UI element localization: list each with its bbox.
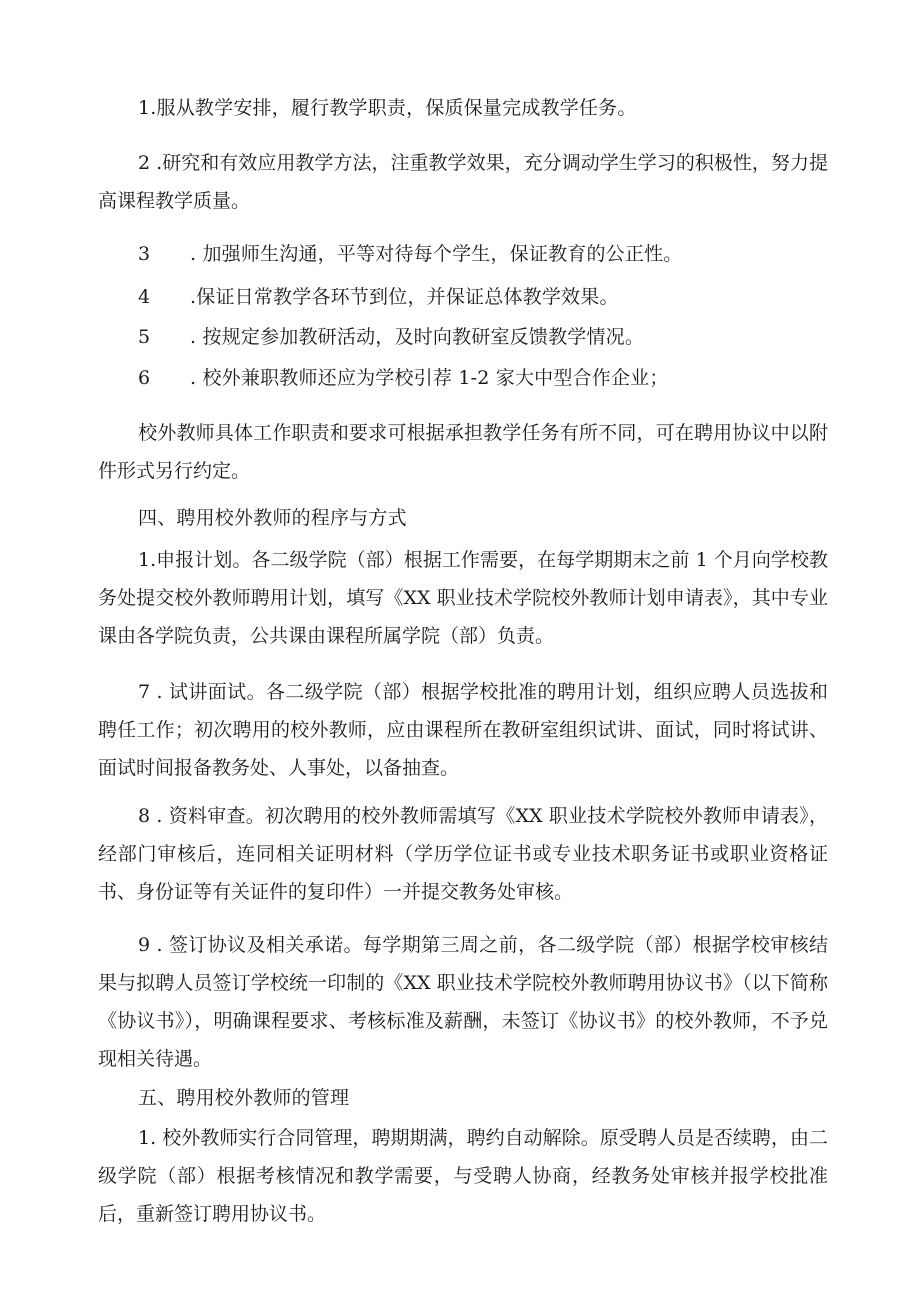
- paragraph-procedure-9: [98, 926, 828, 1078]
- paragraph-management-1-text: 1. 校外教师实行合同管理，聘期期满，聘约自动解除。原受聘人员是否续聘，由二级学院（部）根据考核情况和教学需要，与受聘人协商，经教务处审核并报学校批准后，重新签订聘用协议书。: [98, 1127, 828, 1225]
- list-item-4-text: .保证日常教学各环节到位，并保证总体教学效果。: [190, 286, 619, 308]
- paragraph-note-text: 校外教师具体工作职责和要求可根据承担教学任务有所不同，可在聘用协议中以附件形式另行约定。: [98, 422, 828, 482]
- paragraph-duty-2: [98, 144, 828, 220]
- paragraph-management-1: [98, 1119, 828, 1233]
- paragraph-procedure-8-text: 8 . 资料审查。初次聘用的校外教师需填写《XX 职业技术学院校外教师申请表》，经部门审核后，连同相关证明材料（学历学位证书或专业技术职务证书或职业资格证书、身份证等有关证件的复印件）一并提交教务处审核。: [98, 805, 828, 903]
- paragraph-procedure-7-text: 7 . 试讲面试。各二级学院（部）根据学校批准的聘用计划，组织应聘人员选拔和聘任工作；初次聘用的校外教师，应由课程所在教研室组织试讲、面试，同时将试讲、面试时间报备教务处、人事处，以备抽查。: [98, 681, 828, 779]
- paragraph-procedure-1: [98, 541, 828, 655]
- list-item-6-number: 6: [138, 367, 151, 389]
- paragraph-duty-2-text: 2 .研究和有效应用教学方法，注重教学效果，充分调动学生学习的积极性，努力提高课程教学质量。: [98, 152, 828, 212]
- paragraph-procedure-9-text: 9 . 签订协议及相关承诺。每学期第三周之前，各二级学院（部）根据学校审核结果与拟聘人员签订学校统一印制的《XX 职业技术学院校外教师聘用协议书》（以下简称《协议书》），明确课程要求、考核标准及薪酬，未签订《协议书》的校外教师，不予兑现相关待遇。: [98, 934, 828, 1070]
- section-heading-5: 五、聘用校外教师的管理: [138, 1087, 350, 1109]
- paragraph-procedure-1-text: 1.申报计划。各二级学院（部）根据工作需要，在每学期期末之前 1 个月向学校教务处提交校外教师聘用计划，填写《XX 职业技术学院校外教师计划申请表》，其中专业课由各学院负责，公共课由课程所属学院（部）负责。: [98, 549, 828, 647]
- list-item-5-number: 5: [138, 326, 151, 348]
- paragraph-procedure-7: [98, 673, 828, 787]
- paragraph-note: [98, 414, 828, 490]
- section-heading-4: 四、聘用校外教师的程序与方式: [138, 507, 407, 529]
- paragraph-procedure-8: [98, 797, 828, 911]
- list-item-6-text: . 校外兼职教师还应为学校引荐 1-2 家大中型合作企业；: [190, 367, 669, 389]
- list-item-3-text: . 加强师生沟通，平等对待每个学生，保证教育的公正性。: [190, 243, 683, 265]
- list-item-3-number: 3: [138, 243, 151, 265]
- paragraph-duty-1: 1.服从教学安排，履行教学职责，保质保量完成教学任务。: [138, 97, 637, 119]
- list-item-5-text: . 按规定参加教研活动，及时向教研室反馈教学情况。: [190, 326, 645, 348]
- list-item-4-number: 4: [138, 286, 151, 308]
